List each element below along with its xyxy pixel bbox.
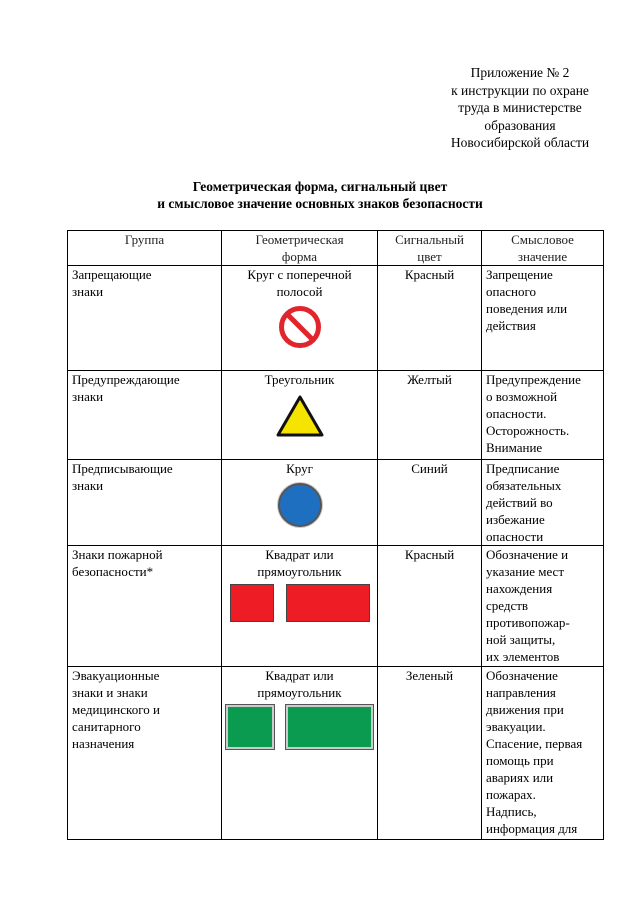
cell-shape: Квадрат или прямоугольник (222, 667, 378, 840)
green-rectangle-icon (286, 705, 373, 749)
cell-color: Синий (378, 460, 482, 546)
cell-color: Красный (378, 266, 482, 371)
red-rectangle-icon (286, 584, 370, 622)
title-line-1: Геометрическая форма, сигнальный цвет (192, 179, 448, 194)
table-header-row (68, 231, 604, 266)
cell-color: Желтый (378, 371, 482, 460)
warning-triangle-icon (276, 395, 324, 441)
green-square-rectangle-icon (226, 705, 373, 749)
safety-signs-table (67, 230, 604, 840)
cell-group: Предупреждающие знаки (68, 371, 222, 460)
blue-circle-icon (278, 483, 322, 527)
prohibition-circle-icon (279, 306, 321, 348)
cell-shape: Квадрат или прямоугольник (222, 546, 378, 667)
cell-meaning: Запрещение опасного поведения или действия (482, 266, 604, 371)
cell-group: Запрещающие знаки (68, 266, 222, 371)
cell-meaning: Предписание обязательных действий во избежание опасности (482, 460, 604, 546)
green-square-icon (226, 705, 274, 749)
appendix-line: образования (484, 117, 556, 133)
red-square-icon (230, 584, 274, 622)
cell-shape: Круг с поперечной полосой (222, 266, 378, 371)
appendix-line: к инструкции по охране (451, 82, 589, 98)
appendix-line: труда в министерстве (458, 100, 582, 115)
cell-shape: Треугольник (222, 371, 378, 460)
appendix-line: Новосибирской области (450, 135, 590, 150)
table-row (68, 460, 604, 546)
cell-color: Красный (378, 546, 482, 667)
cell-group: Эвакуационные знаки и знаки медицинского и санитарного назначения (68, 667, 222, 840)
cell-color: Зеленый (378, 667, 482, 840)
cell-meaning: Обозначение направления движения при эвакуации. Спасение, первая помощь при авариях или пожарах. Надпись, информация для (482, 667, 604, 840)
table-row (68, 667, 604, 840)
header-shape: Геометрическая форма (222, 231, 378, 266)
header-meaning: Смысловое значение (482, 231, 604, 266)
header-group: Группа (68, 231, 222, 266)
cell-group: Знаки пожарной безопасности* (68, 546, 222, 667)
table-row (68, 266, 604, 371)
cell-group: Предписывающие знаки (68, 460, 222, 546)
title-line-2: и смысловое значение основных знаков безопасности (157, 196, 483, 211)
red-square-rectangle-icon (226, 584, 373, 622)
cell-shape: Круг (222, 460, 378, 546)
table-row (68, 546, 604, 667)
table-row (68, 371, 604, 460)
cell-meaning: Предупреждение о возможной опасности. Осторожность. Внимание (482, 371, 604, 460)
header-color: Сигнальный цвет (378, 231, 482, 266)
document-title (0, 178, 640, 212)
appendix-line: Приложение № 2 (470, 65, 570, 80)
cell-meaning: Обозначение и указание мест нахождения средств противопожар- ной защиты, их элементов (482, 546, 604, 667)
appendix-header (420, 64, 620, 152)
